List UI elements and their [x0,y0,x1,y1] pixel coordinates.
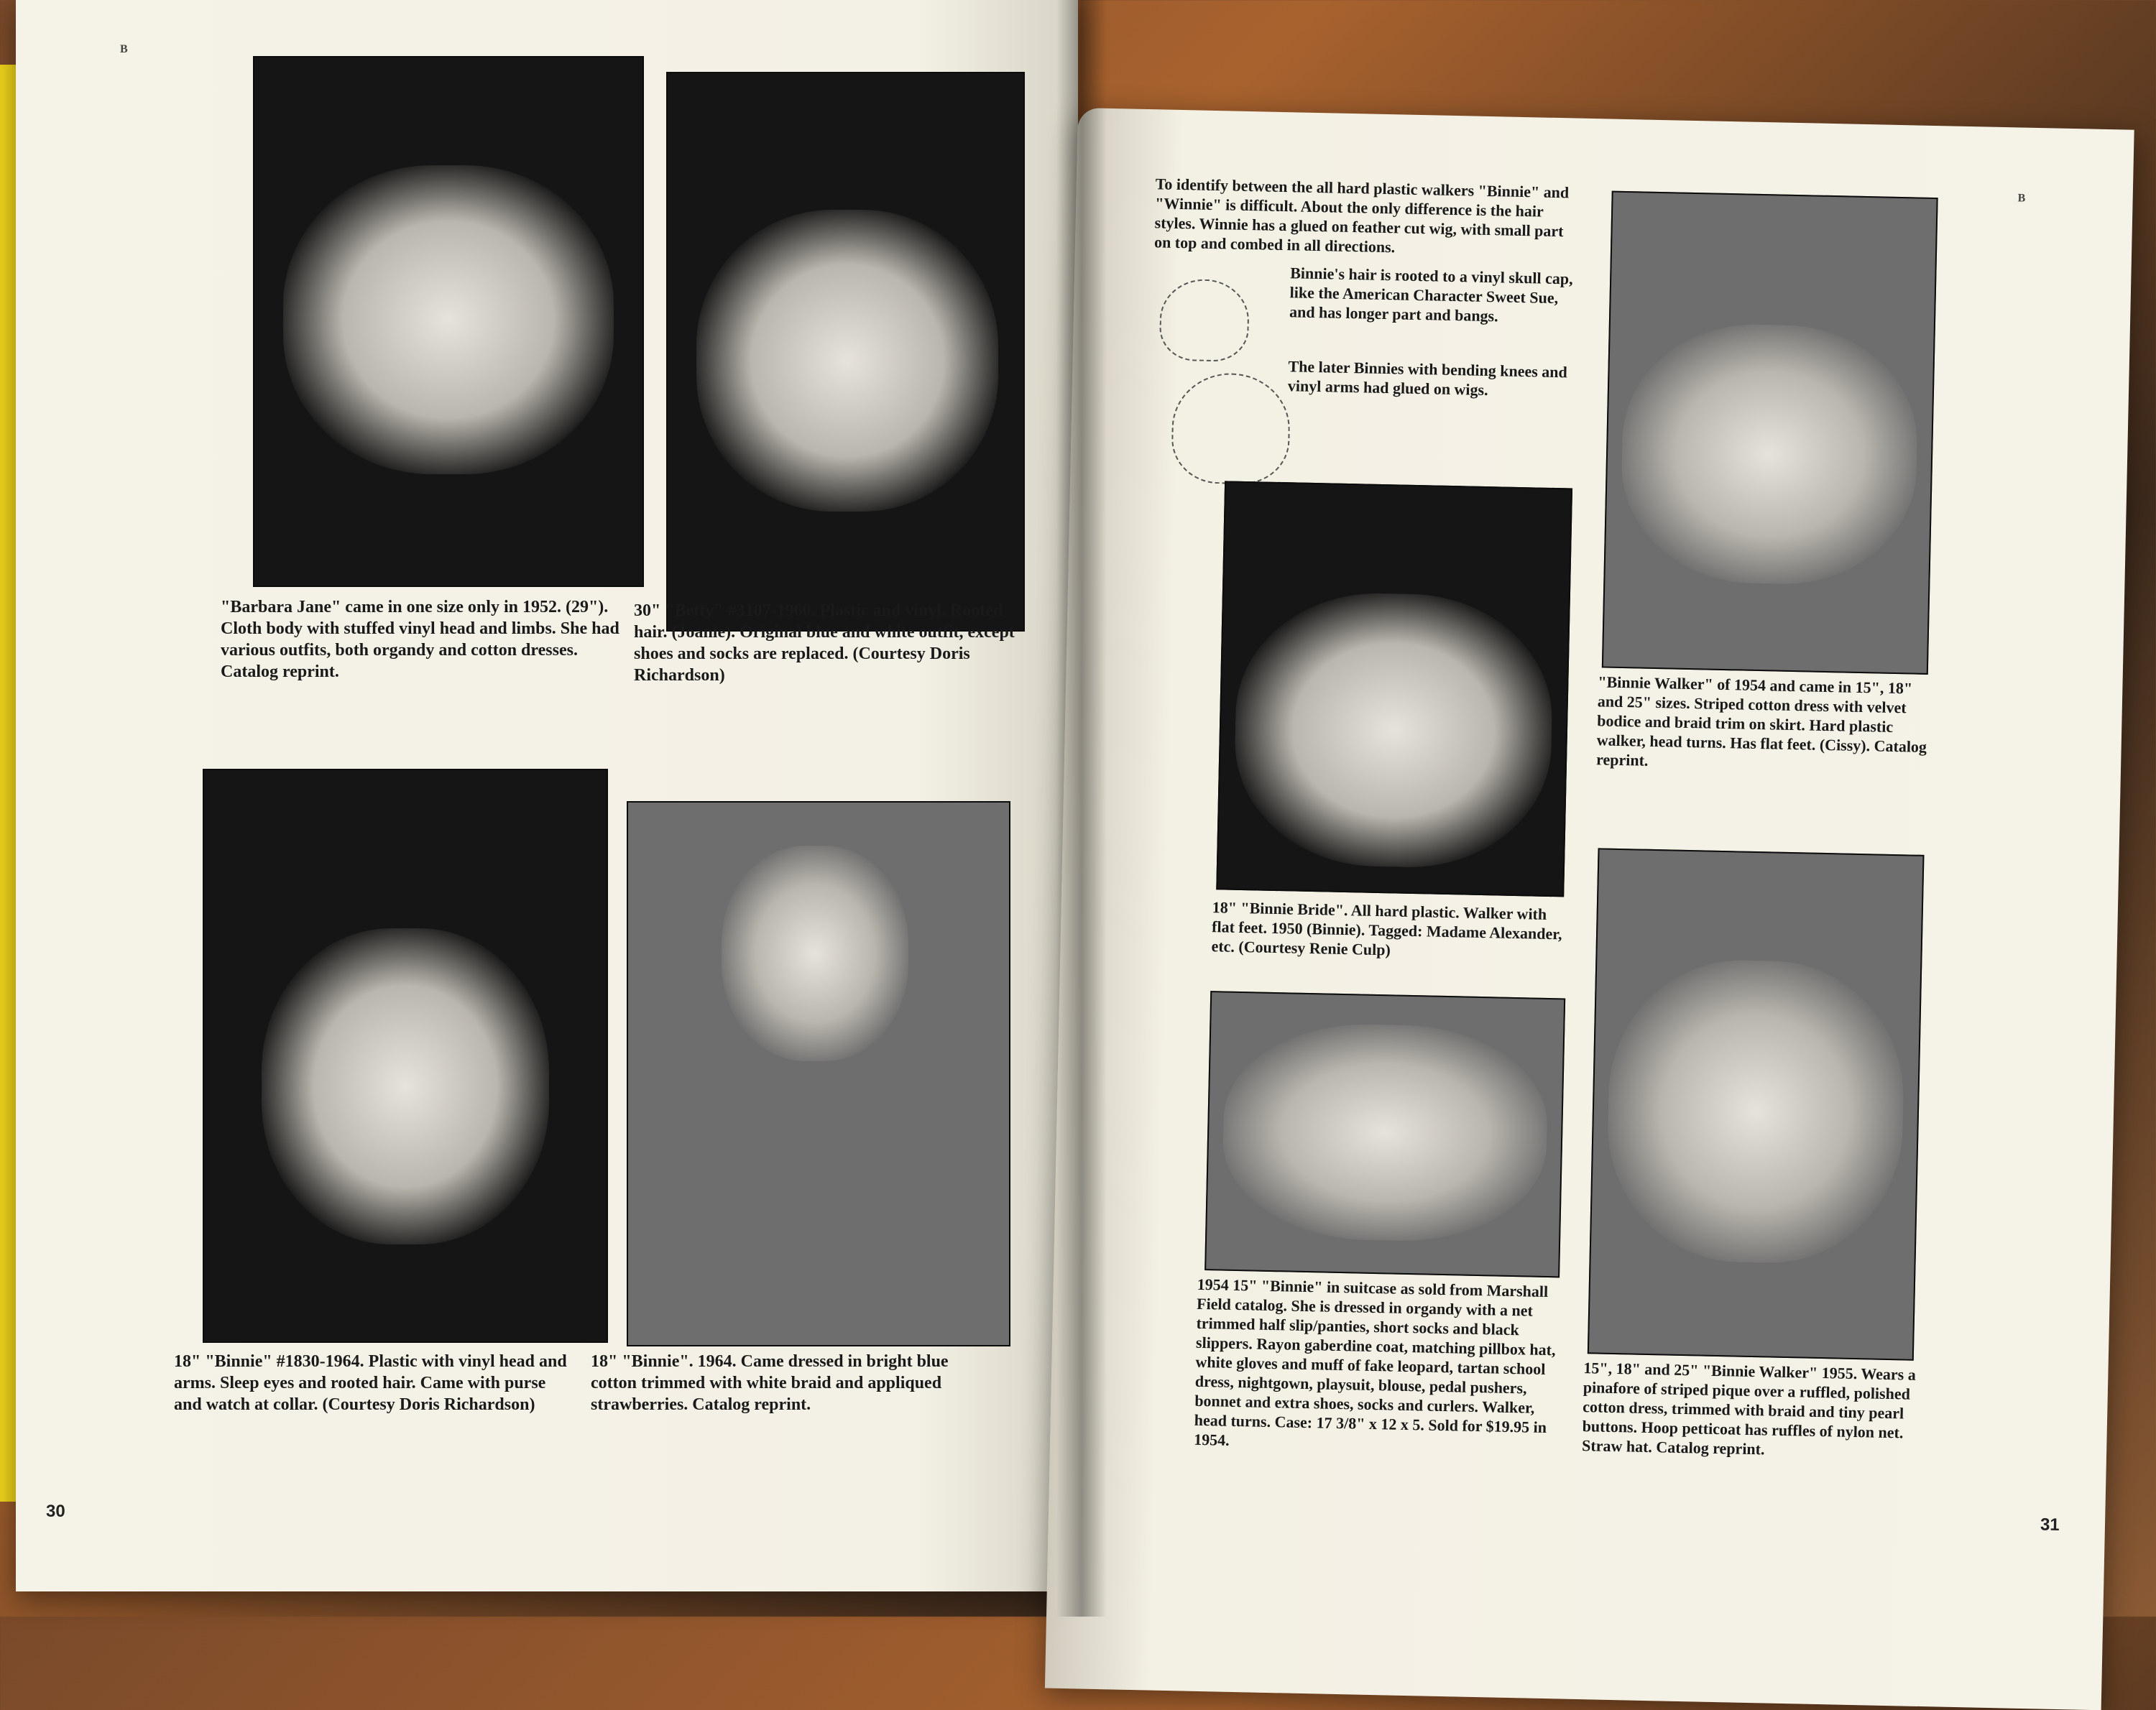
corner-letter: B [2017,192,2026,205]
later-binnies-text: The later Binnies with bending knees and vinyl arms had glued on wigs. [1287,357,1568,399]
photo-binnie-bride [1216,481,1572,897]
right-page [1045,108,2134,1710]
hair-sketch-winnie [1159,278,1250,362]
photo-binnie-suitcase [1204,991,1565,1277]
caption-binnie-walker-1955: 15", 18" and 25" "Binnie Walker" 1955. Wears a pinafore of striped pique over a ruffled, polished cotton dress, trimmed with braid and tiny pearl buttons. Hoop petticoat has ruffles of nylon net. Straw hat. Catalog reprint. [1581,1359,1917,1459]
book-gutter [1056,0,1107,1617]
photo-betty [666,72,1025,632]
page-number-right: 31 [2040,1515,2060,1535]
photo-barbara-jane [253,56,644,587]
caption-binnie-bride: 18" "Binnie Bride". All hard plastic. Walker with flat feet. 1950 (Binnie). Tagged: Madame Alexander, etc. (Courtesy Renie Culp) [1211,898,1562,959]
caption-binnie-suitcase: 1954 15" "Binnie" in suitcase as sold from Marshall Field catalog. She is dressed in organdy with a net trimmed half slip/panties, short socks and black slippers. Rayon gaberdine coat, matching pillbox hat, white gloves and muff of fake leopard, tartan school dress, nightgown, playsuit, blouse, pedal pushers, bonnet and extra shoes, socks and curlers. Walker, head turns. Case: 17 3/8" x 12 x 5. Sold for $19.95 in 1954. [1193,1275,1556,1449]
photo-binnie-1964 [627,801,1010,1346]
left-page [16,0,1078,1591]
photo-binnie-1830 [203,769,608,1343]
caption-binnie-1830: 18" "Binnie" #1830-1964. Plastic with vinyl head and arms. Sleep eyes and rooted hair. Came with purse and watch at collar. (Courtesy Doris Richardson) [174,1352,567,1414]
photo-binnie-walker-1954 [1602,191,1938,675]
page-number-left: 30 [46,1502,65,1521]
caption-binnie-walker-1954: "Binnie Walker" of 1954 and came in 15", 18" and 25" sizes. Striped cotton dress with velvet bodice and braid trim on skirt. Hard plastic walker, head turns. Has flat feet. (Cissy). Catalog reprint. [1595,673,1927,770]
skull-cap-text: Binnie's hair is rooted to a vinyl skull cap, like the American Character Sweet Sue, and has longer part and bangs. [1289,264,1573,325]
caption-binnie-1964: 18" "Binnie". 1964. Came dressed in bright blue cotton trimmed with white braid and appliqued strawberries. Catalog reprint. [591,1352,949,1414]
caption-betty: 30" "Betty" #3107-1960. Plastic and vinyl. Rooted hair. (Joanie). Original blue and white outfit, except shoes and socks are replaced. (Courtesy Doris Richardson) [634,601,1015,685]
corner-letter: B [120,43,128,55]
photo-binnie-walker-1955 [1588,848,1925,1360]
caption-barbara-jane: "Barbara Jane" came in one size only in 1952. (29"). Cloth body with stuffed vinyl head and limbs. She had various outfits, both organdy and cotton dresses. Catalog reprint. [221,598,619,681]
intro-text: To identify between the all hard plastic walkers "Binnie" and "Winnie" is difficult. About the only difference is the hair styles. Winnie has a glued on feather cut wig, with small part on top and combed in all directions. [1153,175,1570,256]
hair-sketch-binnie [1171,372,1291,485]
